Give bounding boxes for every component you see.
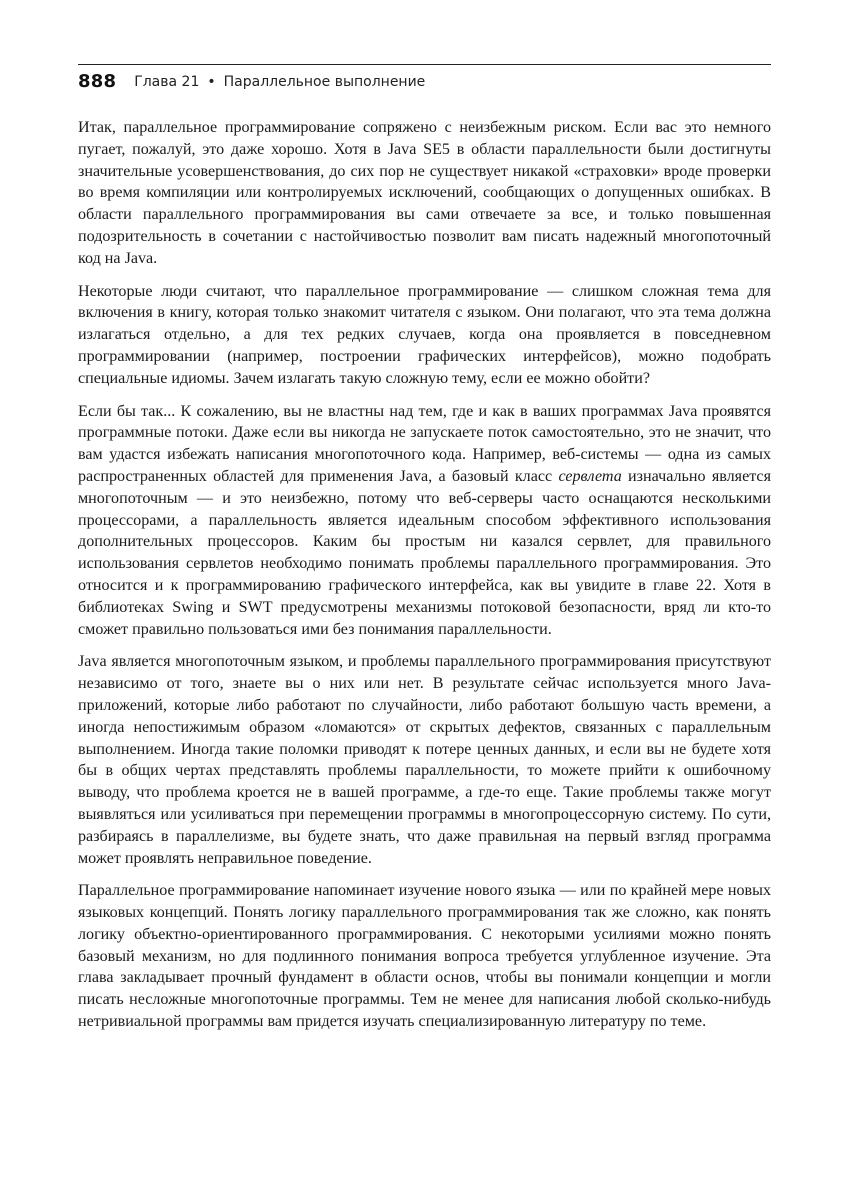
paragraph-3-start: Если бы так... К сожалению, вы не властны над тем, где и как в ваших программах Java проявятся программные потоки. Даже если вы никогда не запускаете поток самостоятельно, это не значит, что вам удастся избежать написания многопоточного кода. Например, веб-системы — одна из самых распространенных областей для применения Java, а базовый класс <box>78 402 771 485</box>
paragraph-4: Java является многопоточным языком, и проблемы параллельного программирования присутствуют независимо от того, знаете вы о них или нет. В результате сейчас используется много Java-приложений, которые либо работают по случайности, либо работают большую часть времени, а иногда непостижимым образом «ломаются» от скрытых дефектов, связанных с параллельным выполнением. Иногда такие поломки приводят к потере ценных данных, и если вы не будете хотя бы в общих чертах представлять проблемы параллельности, то можете прийти к ошибочному выводу, что проблема кроется не в вашей программе, а где-то еще. Такие проблемы также могут выявляться или усиливаться при перемещении программы в многопроцессорную систему. По сути, разбираясь в параллелизме, вы будете знать, что даже правильная на первый взгляд программа может проявлять неправильное поведение. <box>78 653 771 867</box>
section-title: Параллельное выполнение <box>223 73 426 90</box>
paragraph-1: Итак, параллельное программирование сопряжено с неизбежным риском. Если вас это немного пугает, пожалуй, это даже хорошо. Хотя в Java SE5 в области параллельности были достигнуты значительные усовершенствования, до сих пор не существует никакой «страховки» вроде проверки во время компиляции или контролируемых исключений, сообщающих о допущенных ошибках. В области параллельного программирования вы сами отвечаете за все, и только повышенная подозрительность в сочетании с настойчивостью позволит вам писать надежный многопоточный код на Java. <box>78 119 771 267</box>
page-number: 888 <box>78 71 117 92</box>
emphasis-servlet: сервлета <box>558 467 622 485</box>
header-separator: • <box>207 73 216 90</box>
body-text <box>78 117 771 1044</box>
paragraph-3 <box>78 401 771 641</box>
chapter-label: Глава 21 <box>134 73 200 90</box>
paragraph-2: Некоторые люди считают, что параллельное программирование — слишком сложная тема для включения в книгу, которая только знакомит читателя с языком. Они полагают, что эта тема должна излагаться отдельно, а для тех редких случаев, когда она проявляется в повседневном программировании (например, построении графических интерфейсов), можно подобрать специальные идиомы. Зачем излагать такую сложную тему, если ее можно обойти? <box>78 282 771 387</box>
page-header <box>78 64 771 98</box>
paragraph-3-end: изначально является многопоточным — и это неизбежно, потому что веб-серверы часто оснащаются несколькими процессорами, а параллельность является идеальным способом эффективного использования дополнительных процессоров. Каким бы простым ни казался сервлет, для правильного использования сервлетов необходимо понимать проблемы параллельного программирования. Это относится и к программированию графического интерфейса, как вы увидите в главе 22. Хотя в библиотеках Swing и SWT предусмотрены механизмы потоковой безопасности, вряд ли кто-то сможет правильно пользоваться ими без понимания параллельности. <box>78 467 771 638</box>
paragraph-5: Параллельное программирование напоминает изучение нового языка — или по крайней мере новых языковых концепций. Понять логику параллельного программирования так же сложно, как понять логику объектно-ориентированного программирования. С некоторыми усилиями можно понять базовый механизм, но для подлинного понимания вопроса требуется углубленное изучение. Эта глава закладывает прочный фундамент в области основ, чтобы вы понимали концепции и могли писать несложные многопоточные программы. Тем не менее для написания любой сколько-нибудь нетривиальной программы вам придется изучать специализированную литературу по теме. <box>78 882 771 1031</box>
